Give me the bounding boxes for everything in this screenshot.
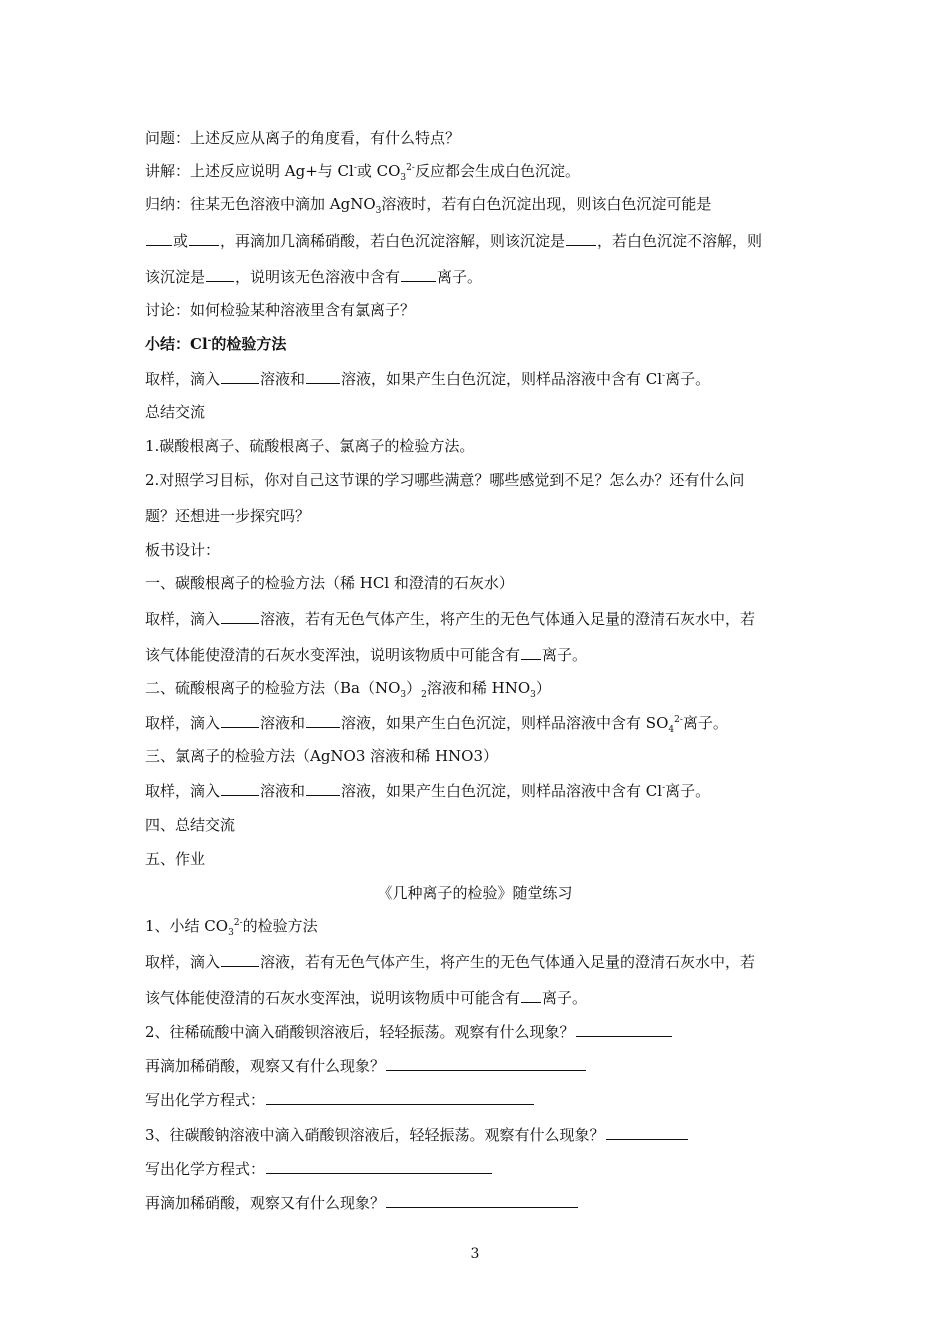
text: 离子。	[542, 989, 588, 1007]
text: 1、小结 CO	[145, 917, 229, 935]
answer-line[interactable]	[266, 1158, 492, 1174]
text: 二、硫酸根离子的检验方法（Ba（NO	[145, 679, 401, 697]
fill-blank[interactable]	[189, 230, 219, 246]
paragraph-line	[145, 470, 744, 490]
superscript: 2-	[674, 715, 683, 725]
fill-blank[interactable]	[221, 951, 259, 967]
text: 溶液，如果产生白色沉淀，则样品溶液中含有 Cl	[341, 370, 663, 388]
subscript: 3	[375, 206, 382, 216]
text: 溶液，若有无色气体产生，将产生的无色气体通入足量的澄清石灰水中，若	[260, 953, 756, 971]
superscript: 2-	[233, 918, 243, 928]
exercise-line	[145, 1124, 689, 1145]
text: 问题：上述反应从离子的角度看，有什么特点？	[145, 129, 461, 147]
exercise-line	[145, 987, 587, 1008]
section-heading	[145, 334, 286, 354]
answer-line[interactable]	[606, 1124, 688, 1140]
paragraph-line	[145, 506, 310, 526]
text: 溶液和	[260, 370, 306, 388]
answer-line[interactable]	[576, 1021, 672, 1037]
fill-blank[interactable]	[401, 266, 436, 282]
subscript: 4	[668, 725, 675, 735]
exercise-line	[145, 951, 755, 972]
text: 离子。	[665, 782, 711, 800]
text: 五、作业	[145, 850, 206, 868]
text: 离子。	[542, 646, 588, 664]
text: 溶液和稀 HNO	[426, 679, 531, 697]
section-line	[145, 678, 551, 698]
fill-blank[interactable]	[206, 266, 234, 282]
text: 三、氯离子的检验方法（AgNO3 溶液和稀 HNO3）	[145, 747, 498, 765]
text: 写出化学方程式：	[145, 1091, 266, 1109]
text: ，说明该无色溶液中含有	[235, 268, 401, 286]
subscript: 2	[421, 690, 427, 700]
answer-line[interactable]	[386, 1055, 586, 1071]
exercise-line	[145, 916, 318, 936]
text: 溶液和	[260, 782, 306, 800]
superscript: 2-	[406, 163, 415, 173]
fill-blank[interactable]	[306, 712, 340, 728]
fill-blank[interactable]	[521, 644, 541, 660]
text: 题？还想进一步探究吗？	[145, 507, 311, 525]
text: 讨论：如何检验某种溶液里含有氯离子？	[145, 301, 416, 319]
text: 溶液，如果产生白色沉淀，则样品溶液中含有 Cl	[341, 782, 663, 800]
fill-blank[interactable]	[221, 608, 259, 624]
fill-blank[interactable]	[221, 368, 259, 384]
exercise-title	[0, 883, 950, 903]
text: ）	[406, 679, 422, 697]
text: 2、往稀硫酸中滴入硝酸钡溶液后，轻轻振荡。观察有什么现象？	[145, 1023, 575, 1041]
text: 一、碳酸根离子的检验方法（稀 HCl 和澄清的石灰水）	[145, 574, 514, 592]
paragraph-line	[145, 402, 205, 422]
section-line	[145, 746, 498, 766]
text: ，若白色沉淀不溶解，则	[597, 232, 763, 250]
text: 取样，滴入	[145, 370, 221, 388]
summary-line-3	[145, 266, 482, 287]
text: 2.对照学习目标，你对自己这节课的学习哪些满意？哪些感觉到不足？怎么办？还有什么问	[145, 471, 745, 489]
text: 溶液，如果产生白色沉淀，则样品溶液中含有 SO	[341, 714, 669, 732]
text: 讲解：上述反应说明 Ag+与 Cl	[145, 162, 354, 180]
subscript: 3	[228, 928, 234, 938]
text: 离子。	[682, 714, 728, 732]
text: 再滴加稀硝酸，观察又有什么现象？	[145, 1194, 386, 1212]
paragraph-line	[145, 573, 514, 593]
text: 取样，滴入	[145, 714, 221, 732]
text: 1.碳酸根离子、硫酸根离子、氯离子的检验方法。	[145, 437, 475, 455]
text: 四、总结交流	[145, 816, 236, 834]
summary-line-2	[145, 230, 762, 251]
paragraph-line	[145, 849, 205, 869]
text: 再滴加稀硝酸，观察又有什么现象？	[145, 1057, 386, 1075]
text: ，再滴加几滴稀硝酸，若白色沉淀溶解，则该沉淀是	[220, 232, 566, 250]
text: 写出化学方程式：	[145, 1160, 266, 1178]
superscript: -	[662, 371, 666, 381]
text: 溶液时，若有白色沉淀出现，则该白色沉淀可能是	[381, 195, 712, 213]
text: 的检验方法	[242, 917, 318, 935]
exercise-line	[145, 1055, 587, 1076]
question-line	[145, 128, 460, 148]
text: 小结：Cl	[145, 335, 208, 353]
superscript: -	[353, 163, 357, 173]
fill-blank[interactable]	[306, 368, 340, 384]
method-line	[145, 644, 587, 665]
fill-blank[interactable]	[521, 987, 541, 1003]
page-number: 3	[470, 1246, 480, 1262]
method-line	[145, 780, 710, 801]
method-line	[145, 608, 755, 629]
discussion-line	[145, 300, 415, 320]
paragraph-line	[145, 436, 474, 456]
subscript: 3	[400, 690, 407, 700]
text: 取样，滴入	[145, 782, 221, 800]
text: 离子。	[437, 268, 483, 286]
text: 或	[173, 232, 189, 250]
exercise-line	[145, 1192, 579, 1213]
fill-blank[interactable]	[221, 780, 259, 796]
exercise-line	[145, 1158, 493, 1179]
fill-blank[interactable]	[146, 230, 172, 246]
subscript: 3	[530, 690, 536, 700]
superscript: -	[207, 336, 212, 346]
method-line	[145, 712, 728, 733]
text: 该气体能使澄清的石灰水变浑浊，说明该物质中可能含有	[145, 646, 521, 664]
subscript: 3	[400, 173, 407, 183]
fill-blank[interactable]	[221, 712, 259, 728]
superscript: -	[662, 783, 666, 793]
text: 或 CO	[356, 162, 401, 180]
text: 该气体能使澄清的石灰水变浑浊，说明该物质中可能含有	[145, 989, 521, 1007]
paragraph-line	[145, 815, 235, 835]
answer-line[interactable]	[266, 1089, 534, 1105]
text: 板书设计：	[145, 541, 221, 559]
explanation-line	[145, 161, 580, 181]
method-line	[145, 368, 710, 389]
text: 溶液和	[260, 714, 306, 732]
summary-line	[145, 194, 711, 214]
exercise-line	[145, 1021, 673, 1042]
text: 溶液，若有无色气体产生，将产生的无色气体通入足量的澄清石灰水中，若	[260, 610, 756, 628]
paragraph-line	[145, 540, 220, 560]
text: 的检验方法	[211, 335, 287, 353]
fill-blank[interactable]	[566, 230, 596, 246]
text: 取样，滴入	[145, 953, 221, 971]
text: 该沉淀是	[145, 268, 206, 286]
fill-blank[interactable]	[306, 780, 340, 796]
exercise-line	[145, 1089, 535, 1110]
text: 总结交流	[145, 403, 206, 421]
text: 《几种离子的检验》随堂练习	[377, 884, 573, 902]
text: ）	[535, 679, 551, 697]
text: 反应都会生成白色沉淀。	[414, 162, 580, 180]
text: 离子。	[665, 370, 711, 388]
text: 归纳：往某无色溶液中滴加 AgNO	[145, 195, 376, 213]
answer-line[interactable]	[386, 1192, 578, 1208]
text: 取样，滴入	[145, 610, 221, 628]
text: 3、往碳酸钠溶液中滴入硝酸钡溶液后，轻轻振荡。观察有什么现象？	[145, 1126, 605, 1144]
